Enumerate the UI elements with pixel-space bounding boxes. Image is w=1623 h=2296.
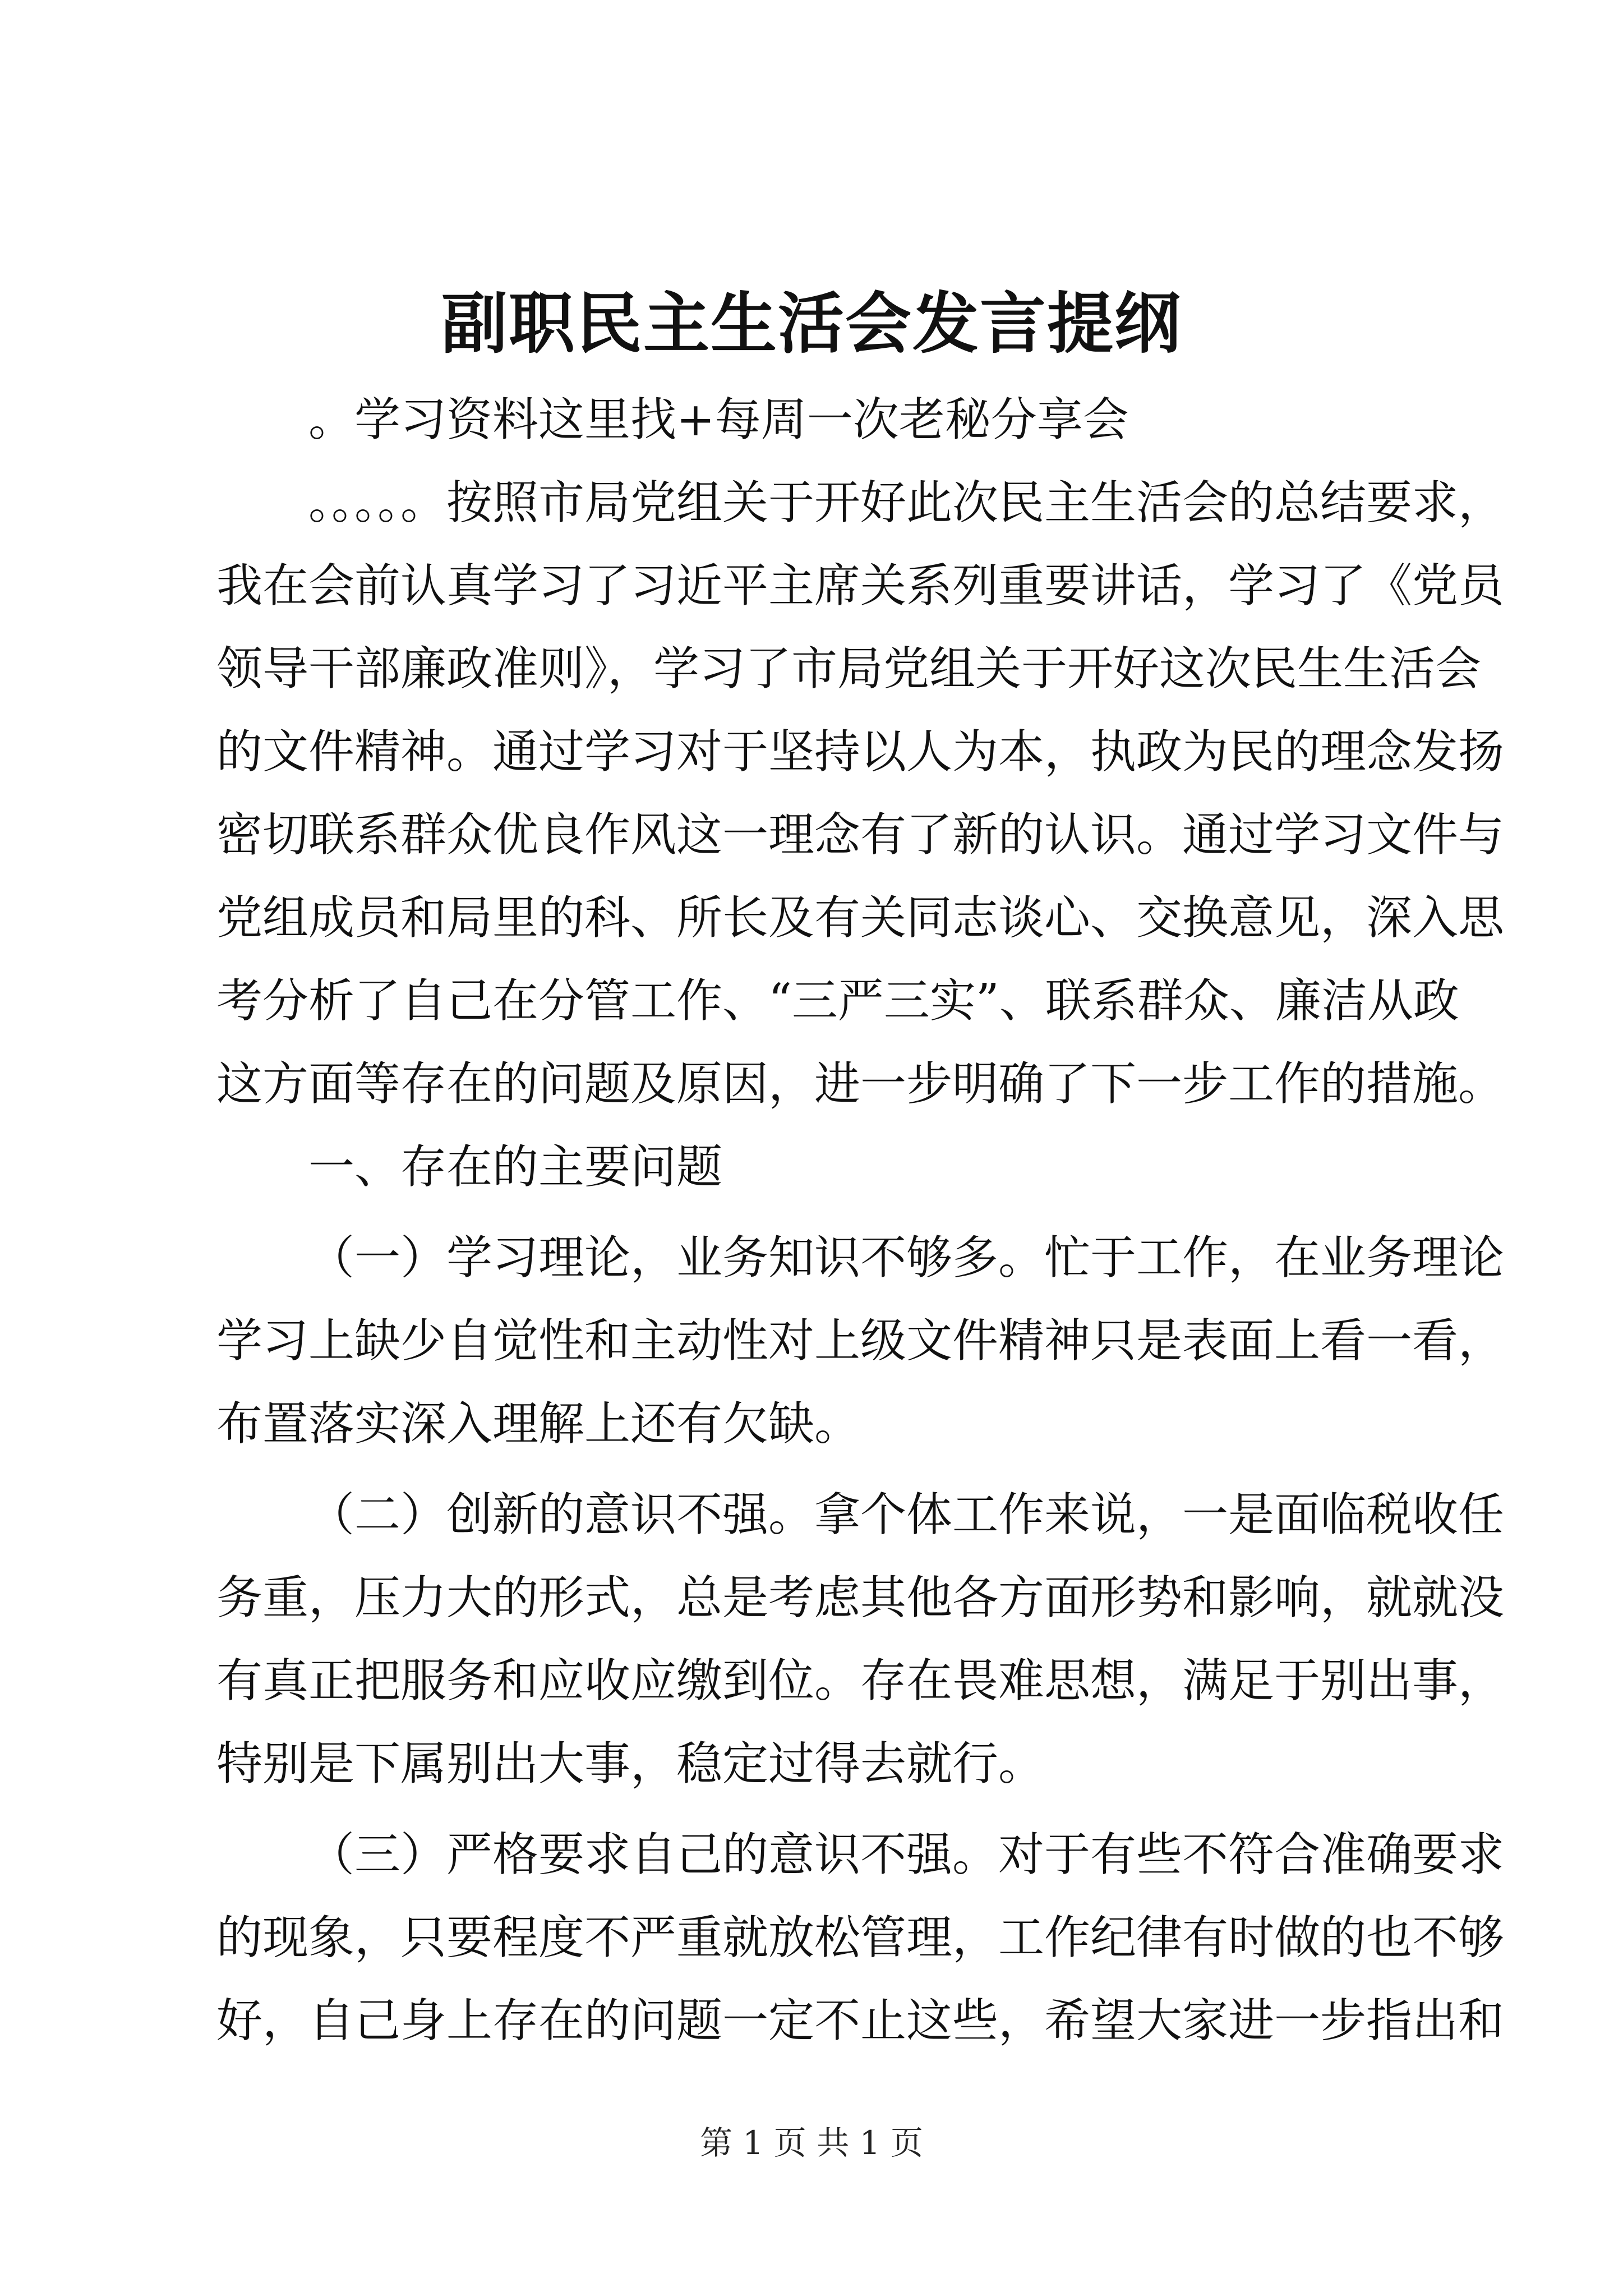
body-line: 务重，压力大的形式，总是考虑其他各方面形势和影响，就就没 xyxy=(216,1571,1505,1625)
body-line: 的文件精神。通过学习对于坚持以人为本，执政为民的理念发扬 xyxy=(216,725,1505,779)
document-body xyxy=(216,379,1505,2063)
body-line: 我在会前认真学习了习近平主席关系列重要讲话，学习了《党员 xyxy=(216,559,1505,613)
body-line: 布置落实深入理解上还有欠缺。 xyxy=(216,1397,861,1451)
document-title: 副职民主生活会发言提纲 xyxy=(441,284,1182,362)
body-line: 这方面等存在的问题及原因，进一步明确了下一步工作的措施。 xyxy=(216,1057,1505,1111)
body-line: 学习上缺少自觉性和主动性对上级文件精神只是表面上看一看， xyxy=(216,1314,1505,1368)
body-line: 党组成员和局里的科、所长及有关同志谈心、交换意见，深入思 xyxy=(216,891,1505,945)
body-line: 。。。。。按照市局党组关于开好此次民主生活会的总结要求， xyxy=(308,476,1505,530)
body-line: 的现象，只要程度不严重就放松管理，工作纪律有时做的也不够 xyxy=(216,1911,1505,1964)
page-footer: 第 1 页 共 1 页 xyxy=(700,2124,923,2162)
body-line: 考分析了自己在分管工作、“三严三实”、联系群众、廉洁从政 xyxy=(216,974,1459,1028)
body-line: 特别是下属别出大事，稳定过得去就行。 xyxy=(216,1737,1045,1791)
body-line: 好，自己身上存在的问题一定不止这些，希望大家进一步指出和 xyxy=(216,1994,1505,2047)
body-line: 密切联系群众优良作风这一理念有了新的认识。通过学习文件与 xyxy=(216,808,1505,862)
body-line: （三）严格要求自己的意识不强。对于有些不符合准确要求 xyxy=(308,1828,1505,1881)
body-line: （二）创新的意识不强。拿个体工作来说，一是面临税收任 xyxy=(308,1488,1505,1542)
body-line: （一）学习理论，业务知识不够多。忙于工作，在业务理论 xyxy=(308,1231,1505,1285)
body-line: 。学习资料这里找+每周一次老秘分享会 xyxy=(308,393,1129,447)
section-heading: 一、存在的主要问题 xyxy=(308,1140,723,1194)
body-line: 有真正把服务和应收应缴到位。存在畏难思想，满足于别出事， xyxy=(216,1654,1505,1708)
body-line: 领导干部廉政准则》，学习了市局党组关于开好这次民生生活会 xyxy=(216,642,1482,696)
